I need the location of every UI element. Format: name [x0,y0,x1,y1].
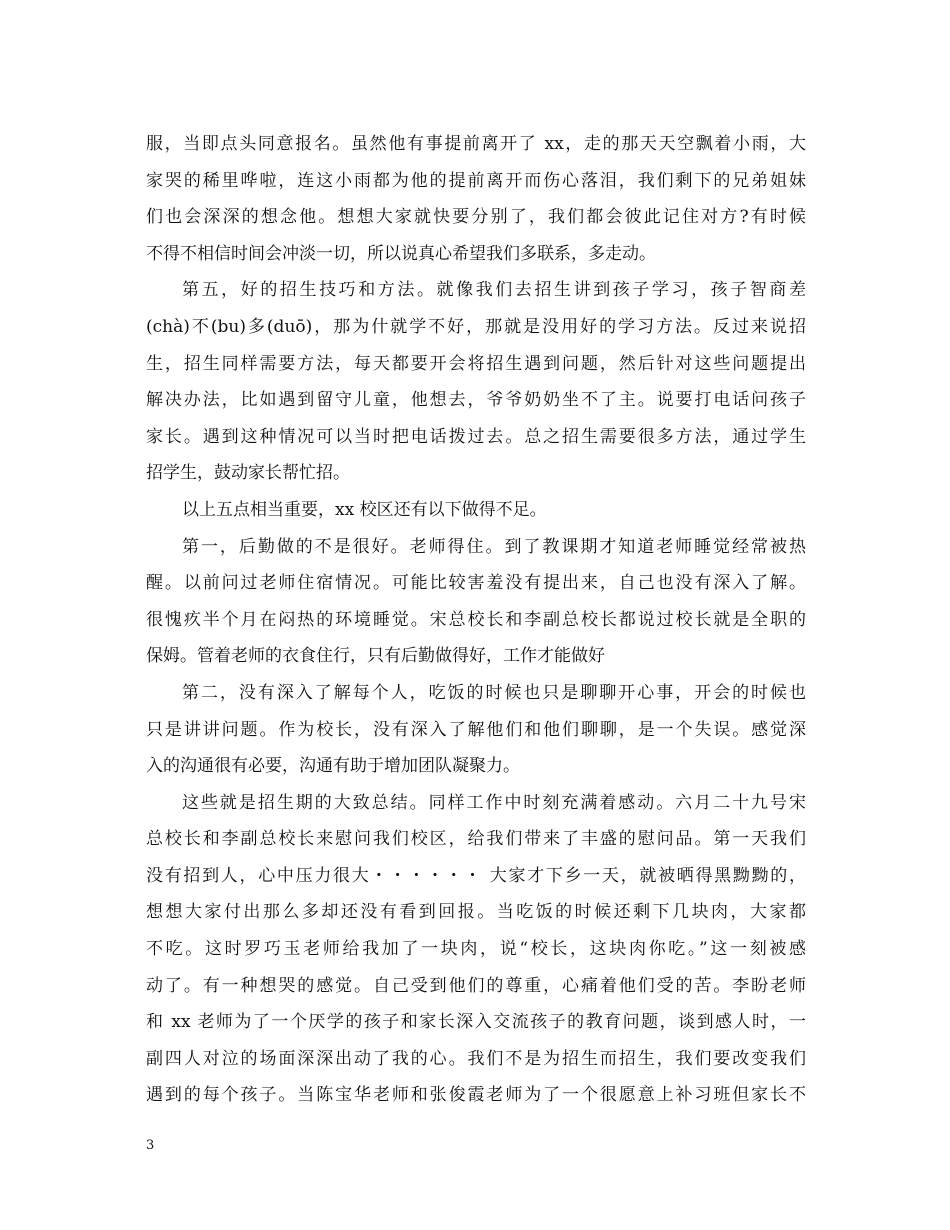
text-line: 醒。以前问过老师住宿情况。可能比较害羞没有提出来，自己也没有深入了解。 [146,573,806,594]
text-line: 遇到的每个孩子。当陈宝华老师和张俊霞老师为了一个很愿意上补习班但家长不 [146,1085,806,1106]
text-line: 家哭的稀里哗啦，连这小雨都为他的提前离开而伤心落泪，我们剩下的兄弟姐妹 [146,170,806,191]
text-line: 第二，没有深入了解每个人，吃饭的时候也只是聊聊开心事，开会的时候也 [182,682,806,703]
text-line: 和 xx 老师为了一个厌学的孩子和家长深入交流孩子的教育问题，谈到感人时，一 [146,1012,806,1033]
text-line: 服，当即点头同意报名。虽然他有事提前离开了 xx，走的那天天空飘着小雨，大 [146,134,806,154]
text-line: (chà)不(bu)多(duō)，那为什就学不好，那就是没用好的学习方法。反过来说招 [146,316,806,337]
text-line: 很愧疚半个月在闷热的环境睡觉。宋总校长和李副总校长都说过校长就是全职的 [146,609,806,630]
text-line: 解决办法，比如遇到留守儿童，他想去，爷爷奶奶坐不了主。说要打电话问孩子 [146,390,806,411]
page-number: 3 [146,1138,155,1153]
text-line: 不吃。这时罗巧玉老师给我加了一块肉，说“校长，这块肉你吃。”这一刻被感 [146,939,806,960]
text-line: 第五，好的招生技巧和方法。就像我们去招生讲到孩子学习，孩子智商差 [182,280,806,301]
text-line: 家长。遇到这种情况可以当时把电话拨过去。总之招生需要很多方法，通过学生 [146,426,806,447]
text-line: 第一，后勤做的不是很好。老师得住。到了教课期才知道老师睡觉经常被热 [182,536,806,557]
text-line: 只是讲讲问题。作为校长，没有深入了解他们和他们聊聊，是一个失误。感觉深 [146,719,806,740]
text-line: 这些就是招生期的大致总结。同样工作中时刻充满着感动。六月二十九号宋 [182,792,806,813]
text-line: 以上五点相当重要，xx 校区还有以下做得不足。 [182,499,547,520]
text-line: 招学生，鼓动家长帮忙招。 [146,463,350,484]
text-line: 入的沟通很有必要，沟通有助于增加团队凝聚力。 [146,756,520,777]
body-text [146,126,806,1114]
text-line: 不得不相信时间会冲淡一切，所以说真心希望我们多联系，多走动。 [146,243,656,264]
text-line: 生，招生同样需要方法，每天都要开会将招生遇到问题，然后针对这些问题提出 [146,353,806,374]
text-line: 总校长和李副总校长来慰问我们校区，给我们带来了丰盛的慰问品。第一天我们 [146,829,806,850]
text-line: 副四人对泣的场面深深出动了我的心。我们不是为招生而招生，我们要改变我们 [146,1048,806,1069]
text-line: 动了。有一种想哭的感觉。自己受到他们的尊重，心痛着他们受的苦。李盼老师 [146,975,806,996]
text-line: 们也会深深的想念他。想想大家就快要分别了，我们都会彼此记住对方?有时候 [146,207,806,228]
text-line: 想想大家付出那么多却还没有看到回报。当吃饭的时候还剩下几块肉，大家都 [146,902,806,923]
text-line: 没有招到人，心中压力很大・・・・・・ 大家才下乡一天，就被晒得黑黝黝的， [146,865,806,886]
text-line: 保姆。管着老师的衣食住行，只有后勤做得好，工作才能做好 [146,646,605,667]
